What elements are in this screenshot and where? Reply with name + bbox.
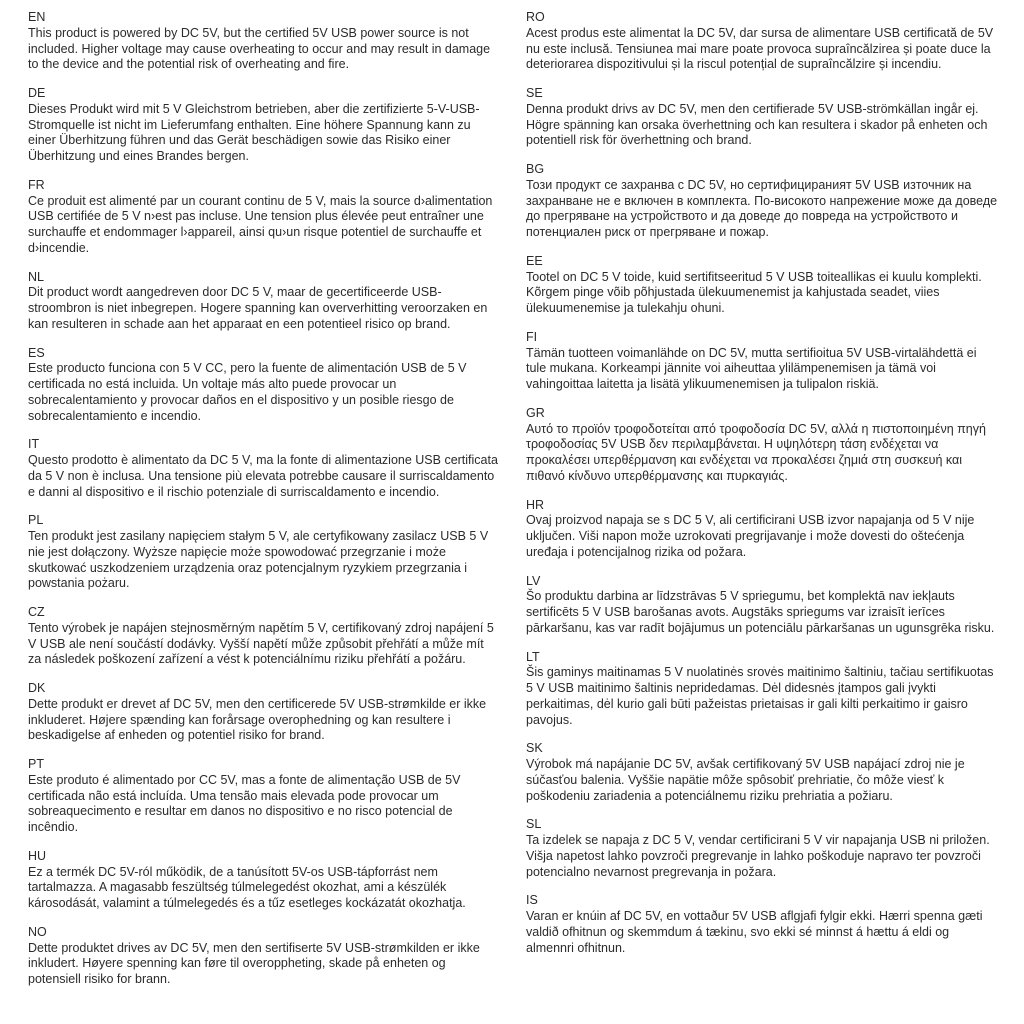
language-section-hu — [28, 849, 500, 912]
language-section-ro — [526, 10, 998, 73]
language-section-ee — [526, 254, 998, 317]
language-code: ES — [28, 345, 45, 360]
language-code: LT — [526, 649, 540, 664]
language-paragraph: Ten produkt jest zasilany napięciem stałym 5 V, ale certyfikowany zasilacz USB 5 V nie jest dołączony. Wyższe napięcie może spowodować przegrzanie i może skutkować uszkodzeniem urządzenia oraz potencjalnym ryzykiem przegrzania i powstania pożaru. — [28, 529, 489, 591]
language-paragraph: Tootel on DC 5 V toide, kuid sertifitseeritud 5 V USB toiteallikas ei kuulu komplekti. Kõrgem pinge võib põhjustada ülekuumenemist ja kahjustada seadet, viies ülekuumenemise ja tulekahju ohuni. — [526, 269, 982, 315]
language-paragraph: Dit product wordt aangedreven door DC 5 V, maar de gecertificeerde USB-stroombron is niet inbegrepen. Hogere spanning kan oververhitting veroorzaken en kan resulteren in schade aan het apparaat en een potentieel risico op brand. — [28, 285, 488, 331]
language-code: PL — [28, 513, 44, 528]
language-section-bg — [526, 162, 998, 241]
language-code: SK — [526, 741, 543, 756]
language-section-de — [28, 86, 500, 165]
language-paragraph: Ovaj proizvod napaja se s DC 5 V, ali certificirani USB izvor napajanja od 5 V nije uključen. Viši napon može uzrokovati pregrijavanje i može dovesti do oštećenja uređaja i potencijalnog rizika od požara. — [526, 513, 975, 559]
language-paragraph: Tämän tuotteen voimanlähde on DC 5V, mutta sertifioitua 5V USB-virtalähdettä ei tule mukana. Korkeampi jännite voi aiheuttaa ylilämpenemisen ja tämä voi vahingoittaa laitetta ja lisätä ylikuumenemisen ja tulipalon riskiä. — [526, 345, 977, 391]
language-section-no — [28, 925, 500, 988]
language-section-es — [28, 346, 500, 425]
language-paragraph: Dette produkt er drevet af DC 5V, men den certificerede 5V USB-strømkilde er ikke inkluderet. Højere spænding kan forårsage overophedning og kan resultere i beskadigelse af enheden og potentiel risiko for brand. — [28, 696, 487, 743]
language-code: FI — [526, 329, 538, 344]
language-code: SL — [526, 817, 542, 832]
language-section-fr — [28, 178, 500, 257]
language-code: HU — [28, 848, 47, 863]
language-paragraph: Dette produktet drives av DC 5V, men den sertifiserte 5V USB-strømkilden er ikke inkludert. Høyere spenning kan føre til overoppheting, skade på enheten og potensiell risiko for brann. — [28, 940, 480, 986]
language-paragraph: Questo prodotto è alimentato da DC 5 V, ma la fonte di alimentazione USB certificata da 5 V non è inclusa. Una tensione più elevata potrebbe causare il surriscaldamento e danni al dispositivo e il rischio potenziale di surriscaldamento e incendio. — [28, 453, 498, 499]
language-paragraph: Tento výrobek je napájen stejnosměrným napětím 5 V, certifikovaný zdroj napájení 5 V USB ale není součástí dodávky. Vyšší napětí může způsobit přehřátí a může mít za následek poškození zařízení a vést k potenciálnímu riziku přehřátí a požáru. — [28, 620, 494, 667]
language-section-sl — [526, 817, 998, 880]
language-section-is — [526, 893, 998, 956]
language-code: EE — [526, 253, 543, 268]
language-code: CZ — [28, 605, 45, 619]
left-column — [28, 10, 500, 1024]
language-code: NL — [28, 269, 44, 284]
language-paragraph: Varan er knúin af DC 5V, en vottaður 5V USB aflgjafi fylgir ekki. Hærri spenna gæti valdið ofhitnun og skemmdum á tækinu, svo ekki sé minnst á hættu á eldi og almennri ofhitnun. — [526, 909, 983, 955]
language-section-gr — [526, 406, 998, 485]
language-paragraph: Ez a termék DC 5V-ról működik, de a tanúsított 5V-os USB-tápforrást nem tartalmazza. A magasabb feszültség túlmelegedést okozhat, ami a készülék károsodását, valamint a túlmelegedés és a tűz esetleges kockázatát okozhatja. — [28, 864, 466, 910]
language-paragraph: Denna produkt drivs av DC 5V, men den certifierade 5V USB-strömkällan ingår ej. Högre spänning kan orsaka överhettning och kan resultera i skador på enheten och potentiell risk för överhettning och brand. — [526, 101, 988, 148]
language-paragraph: Αυτό το προϊόν τροφοδοτείται από τροφοδοσία DC 5V, αλλά η πιστοποιημένη πηγή τροφοδοσίας 5V USB δεν περιλαμβάνεται. Η υψηλότερη τάση ενδέχεται να προκαλέσει υπερθέρμανση και ενδέχεται να προκαλέσει ζημιά στη συσκευή και πιθανό κίνδυνο υπερθέρμανσης και πυρκαγιάς. — [526, 421, 986, 483]
language-code: DK — [28, 681, 46, 695]
language-code: GR — [526, 405, 545, 420]
language-paragraph: Výrobok má napájanie DC 5V, avšak certifikovaný 5V USB napájací zdroj nie je súčasťou balenia. Vyššie napätie môže spôsobiť prehriatie, čo môže viesť k poškodeniu zariadenia a potenciálnemu riziku prehriatia a požiaru. — [526, 757, 965, 803]
language-section-nl — [28, 270, 500, 333]
language-section-cz — [28, 605, 500, 668]
language-paragraph: Dieses Produkt wird mit 5 V Gleichstrom betrieben, aber die zertifizierte 5-V-USB-Stromquelle ist nicht im Lieferumfang enthalten. Eine höhere Spannung kann zu einer Überhitzung führen und das Gerät beschädigen sowie das Risiko einer Überhitzung und eines Brandes bergen. — [28, 101, 480, 163]
language-code: IT — [28, 437, 40, 452]
language-paragraph: This product is powered by DC 5V, but the certified 5V USB power source is not included. Higher voltage may cause overheating to occur and may result in damage to the device and the potential risk of overheating and fire. — [28, 25, 491, 72]
language-section-pt — [28, 757, 500, 836]
language-code: DE — [28, 86, 46, 100]
language-code: SE — [526, 86, 543, 100]
language-section-en — [28, 10, 500, 73]
language-paragraph: Šo produktu darbina ar līdzstrāvas 5 V spriegumu, bet komplektā nav iekļauts sertificēts 5 V USB barošanas avots. Augstāks spriegums var izraisīt ierīces pārkaršanu, kas var radīt bojājumus un potenciālu pārkaršanas un ugunsgrēka risku. — [526, 589, 995, 635]
language-section-hr — [526, 498, 998, 561]
language-code: RO — [526, 10, 545, 24]
language-paragraph: Acest produs este alimentat la DC 5V, dar sursa de alimentare USB certificată de 5V nu este inclusă. Tensiunea mai mare poate provoca supraîncălzirea și poate duce la deteriorarea dispozitivului și la riscul potențial de supraîncălzire și incendiu. — [526, 25, 994, 72]
language-section-sk — [526, 741, 998, 804]
language-section-fi — [526, 330, 998, 393]
language-code: LV — [526, 573, 541, 588]
right-column — [526, 10, 998, 1024]
language-paragraph: Този продукт се захранва с DC 5V, но сертифицираният 5V USB източник на захранване не е включен в комплекта. По-високото напрежение може да доведе до прегряване на устройството и да доведе до повреда на устройството и потенциален риск от прегряване и пожар. — [526, 177, 998, 239]
language-code: FR — [28, 177, 45, 192]
language-code: HR — [526, 497, 545, 512]
language-section-it — [28, 437, 500, 500]
language-code: IS — [526, 893, 538, 908]
language-section-lt — [526, 650, 998, 729]
language-code: BG — [526, 162, 545, 176]
language-code: NO — [28, 924, 47, 939]
language-section-lv — [526, 574, 998, 637]
language-code: PT — [28, 757, 44, 771]
language-section-pl — [28, 513, 500, 592]
language-paragraph: Ce produit est alimenté par un courant continu de 5 V, mais la source d›alimentation USB certifiée de 5 V n›est pas incluse. Une tension plus élevée peut entraîner une surchauffe et endommager l›appareil, ainsi qu›un risque potentiel de surchauffe et d›incendie. — [28, 193, 493, 255]
language-section-se — [526, 86, 998, 149]
language-paragraph: Ta izdelek se napaja z DC 5 V, vendar certificirani 5 V vir napajanja USB ni priložen. Višja napetost lahko povzroči pregrevanje in lahko poškoduje napravo ter povzroči potencialno nevarnost pregrevanja in požara. — [526, 833, 990, 879]
language-paragraph: Este producto funciona con 5 V CC, pero la fuente de alimentación USB de 5 V certificada no está incluida. Un voltaje más alto puede provocar un sobrecalentamiento y provocar daños en el dispositivo y un posible riesgo de sobrecalentamiento e incendio. — [28, 361, 467, 423]
language-paragraph: Šis gaminys maitinamas 5 V nuolatinės srovės maitinimo šaltiniu, tačiau sertifikuotas 5 V USB maitinimo šaltinis nepridedamas. Dėl didesnės įtampos gali įvykti perkaitimas, dėl kurio gali būti pažeistas prietaisas ir gali kilti perkaitimo ir gaisro pavojus. — [526, 665, 994, 727]
language-code: EN — [28, 10, 46, 24]
language-paragraph: Este produto é alimentado por CC 5V, mas a fonte de alimentação USB de 5V certificada não está incluída. Uma tensão mais elevada pode provocar um sobreaquecimento e resultar em danos no dispositivo e no risco potencial de incêndio. — [28, 772, 461, 834]
language-section-dk — [28, 681, 500, 744]
